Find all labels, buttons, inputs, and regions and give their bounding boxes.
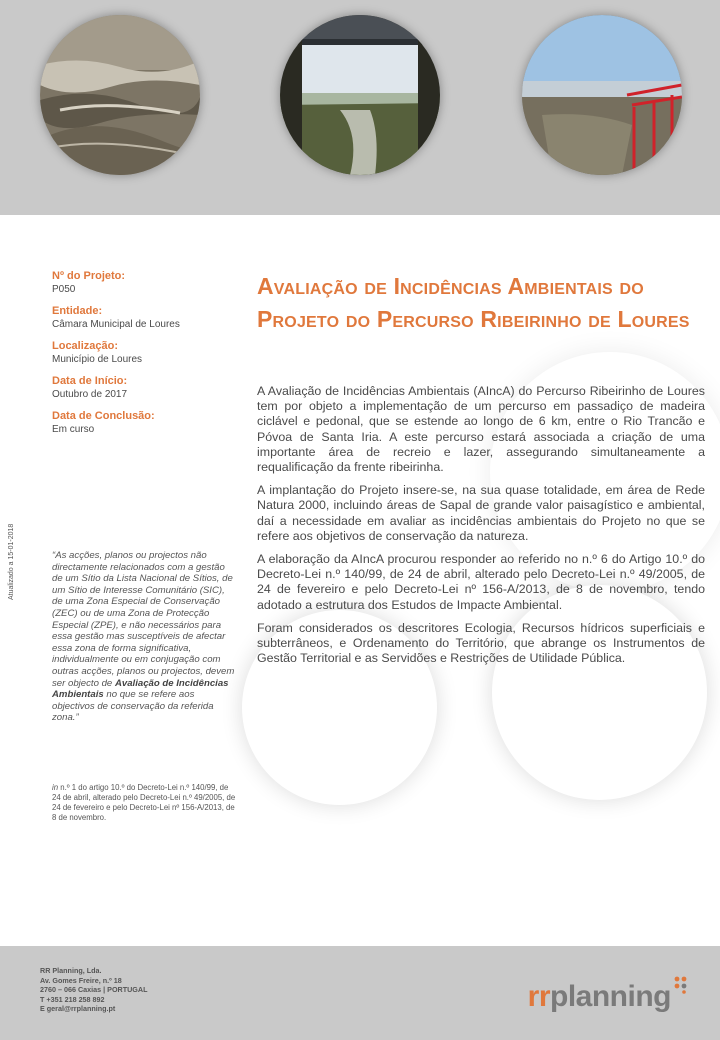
photo-under-bridge xyxy=(280,15,440,175)
paragraph: Foram considerados os descritores Ecologia, Recursos hídricos superficiais e subterrâneos, e Ordenamento do Território, que abrange os Instrumentos de Gestão Territorial e as Servidões e Restrições de Utilidade Pública. xyxy=(257,620,705,666)
info-label: Entidade: xyxy=(52,305,103,317)
quote-after: no que se refere aos objectivos de conservação da referida zona.” xyxy=(52,689,214,724)
quote-bold: Avaliação de Incidências Ambientais xyxy=(52,677,229,701)
body-text xyxy=(257,384,705,674)
paragraph: A implantação do Projeto insere-se, na sua quase totalidade, em área de Rede Natura 2000, incluindo áreas de Sapal de grande valor paisagístico e ambiental, daí a necessidade em avaliar as incidências ambientais do Projeto no que se refere aos objetivos de conservação da natureza. xyxy=(257,483,705,543)
quote-ref-text: n.º 1 do artigo 10.º do Decreto-Lei n.º 140/99, de 24 de abril, alterado pelo Decreto-Lei n.º 49/2005, de 24 de fevereiro e pelo Decreto-Lei nº 156-A/2013, de 8 de novembro. xyxy=(52,783,236,822)
address-line: T +351 218 258 892 xyxy=(40,994,105,1004)
logo-wordmark xyxy=(528,982,671,1012)
page-title: Avaliação de Incidências Ambientais do Projeto do Percurso Ribeirinho de Loures xyxy=(257,273,690,332)
info-label: Localização: xyxy=(52,340,119,352)
paragraph: A elaboração da AIncA procurou responder ao referido no n.º 6 do Artigo 10.º do Decreto-Lei n.º 140/99, de 24 de abril, alterado pelo Decreto-Lei n.º 49/2005, de 24 de fevereiro e pelo Decreto-Lei nº 156-A/2013, de 8 de novembro, tendo adotado a estrutura dos Estudos de Impacte Ambiental. xyxy=(257,552,705,612)
logo-dots-icon xyxy=(674,976,688,994)
project-info xyxy=(52,270,232,445)
quote-reference xyxy=(52,783,236,823)
company-address xyxy=(40,966,147,1014)
info-project-number xyxy=(52,270,232,296)
quote-text: “As acções, planos ou projectos não directamente relacionados com a gestão de um Sítio da Lista Nacional de Sítios, de um Sítio de Interesse Comunitário (SIC), de uma Zona Especial de Conservação (ZEC) ou de uma Zona de Protecção Especial (ZPE), e não necessários para essa gestão mas susceptíveis de afectar essa zona de forma significativa, individualmente ou em conjugação com outras acções, planos ou projectos, devem ser objecto de xyxy=(52,550,235,689)
info-value: Outubro de 2017 xyxy=(52,389,128,400)
rrplanning-logo xyxy=(528,972,688,1012)
info-end-date xyxy=(52,410,232,436)
address-line: E geral@rrplanning.pt xyxy=(40,1004,116,1014)
update-stamp: Atualizado a 15-01-2018 xyxy=(8,523,15,600)
address-line: 2760 – 066 Caxias | PORTUGAL xyxy=(40,985,148,995)
info-label: Data de Conclusão: xyxy=(52,410,155,422)
photo-mudflat xyxy=(40,15,200,175)
info-label: Nº do Projeto: xyxy=(52,270,126,282)
paragraph: A Avaliação de Incidências Ambientais (AIncA) do Percurso Ribeirinho de Loures tem por objeto a implementação de um percurso em passadiço de madeira ciclável e pedonal, que se estende ao longo de 6 km, entre o Rio Trancão e Póvoa de Santa Iria. A este percurso estará associada a criação de uma importante área de recreio e lazer, assegurando simultaneamente a requalificação da frente ribeirinha. xyxy=(257,384,705,475)
info-label: Data de Início: xyxy=(52,375,128,387)
info-value: Município de Loures xyxy=(52,354,143,365)
photo-riverside-path xyxy=(522,15,682,175)
info-entity xyxy=(52,305,232,331)
info-value: P050 xyxy=(52,284,76,295)
quote-ref-in: in xyxy=(52,783,59,792)
info-location xyxy=(52,340,232,366)
legal-quote xyxy=(52,550,238,724)
header-photo-band xyxy=(0,0,720,215)
info-start-date xyxy=(52,375,232,401)
logo-planning: planning xyxy=(550,980,671,1013)
info-value: Câmara Municipal de Loures xyxy=(52,319,180,330)
address-line: RR Planning, Lda. xyxy=(40,966,102,975)
address-line: Av. Gomes Freire, n.º 18 xyxy=(40,975,122,985)
footer xyxy=(0,946,720,1040)
logo-rr: rr xyxy=(527,980,551,1013)
info-value: Em curso xyxy=(52,424,95,435)
